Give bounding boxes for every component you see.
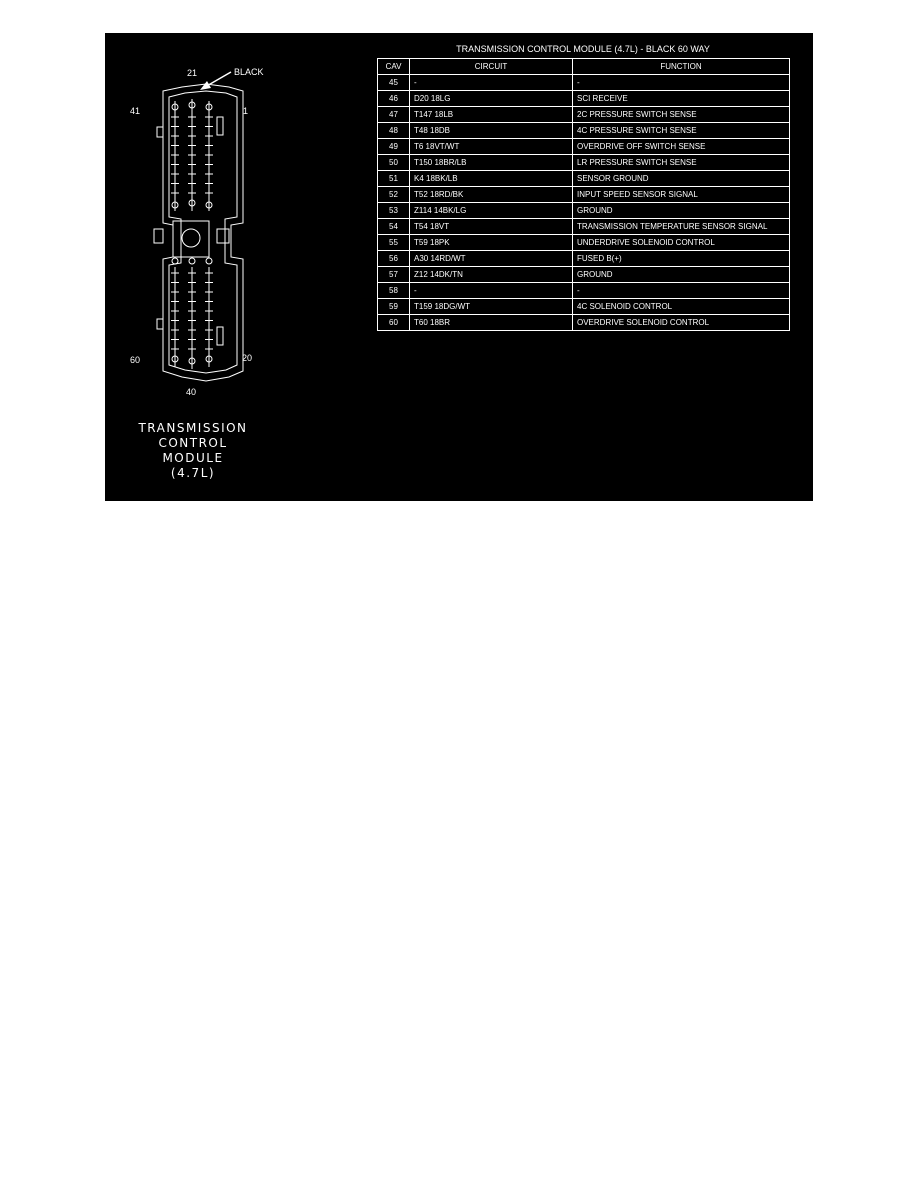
pin-number-20: 20 [242, 353, 253, 363]
table-row [378, 91, 790, 107]
cell-cav: 57 [378, 267, 410, 283]
caption-line: MODULE [162, 451, 224, 465]
table-row [378, 171, 790, 187]
cell-function: SENSOR GROUND [573, 171, 790, 187]
cell-function: SCI RECEIVE [573, 91, 790, 107]
cell-cav: 54 [378, 219, 410, 235]
cell-circuit: D20 18LG [410, 91, 573, 107]
cell-circuit: Z114 14BK/LG [410, 203, 573, 219]
pin-number-1: 1 [243, 106, 249, 116]
caption-line: TRANSMISSION [138, 421, 248, 435]
cell-circuit: Z12 14DK/TN [410, 267, 573, 283]
cell-cav: 48 [378, 123, 410, 139]
cell-cav: 47 [378, 107, 410, 123]
cell-cav: 49 [378, 139, 410, 155]
cell-cav: 59 [378, 299, 410, 315]
cell-cav: 50 [378, 155, 410, 171]
latch-tab-left-upper [157, 127, 163, 137]
cell-circuit: - [410, 75, 573, 91]
center-boss [173, 221, 209, 257]
table-row [378, 187, 790, 203]
cell-cav: 58 [378, 283, 410, 299]
cell-function: 4C PRESSURE SWITCH SENSE [573, 123, 790, 139]
cell-function: TRANSMISSION TEMPERATURE SENSOR SIGNAL [573, 219, 790, 235]
cell-cav: 52 [378, 187, 410, 203]
cell-cav: 60 [378, 315, 410, 331]
cell-circuit: T147 18LB [410, 107, 573, 123]
table-row [378, 203, 790, 219]
pin-number-60: 60 [130, 355, 141, 365]
cell-cav: 53 [378, 203, 410, 219]
connector-caption [135, 421, 251, 481]
cell-function: - [573, 75, 790, 91]
cell-function: 2C PRESSURE SWITCH SENSE [573, 107, 790, 123]
table-row [378, 123, 790, 139]
cell-function: OVERDRIVE OFF SWITCH SENSE [573, 139, 790, 155]
table-row [378, 75, 790, 91]
header-function: FUNCTION [573, 59, 790, 75]
pin-number-21: 21 [187, 68, 198, 78]
table-row [378, 155, 790, 171]
cell-function: UNDERDRIVE SOLENOID CONTROL [573, 235, 790, 251]
diagram-panel [105, 33, 813, 501]
pin-number-41: 41 [130, 106, 141, 116]
cell-circuit: T159 18DG/WT [410, 299, 573, 315]
table-row [378, 267, 790, 283]
pinout-table [377, 58, 790, 331]
table-row [378, 299, 790, 315]
cell-circuit: T48 18DB [410, 123, 573, 139]
header-circuit: CIRCUIT [410, 59, 573, 75]
table-row [378, 251, 790, 267]
latch-tab-right-mid [217, 229, 229, 243]
cell-function: - [573, 283, 790, 299]
table-row [378, 283, 790, 299]
cell-function: 4C SOLENOID CONTROL [573, 299, 790, 315]
cell-circuit: T52 18RD/BK [410, 187, 573, 203]
cell-cav: 45 [378, 75, 410, 91]
latch-tab-left-mid [154, 229, 163, 243]
center-bolt-hole [182, 229, 200, 247]
cell-function: FUSED B(+) [573, 251, 790, 267]
cell-cav: 56 [378, 251, 410, 267]
pin-number-40: 40 [186, 387, 197, 397]
cell-circuit: - [410, 283, 573, 299]
connector-inner [169, 91, 237, 373]
cell-circuit: T150 18BR/LB [410, 155, 573, 171]
cell-circuit: A30 14RD/WT [410, 251, 573, 267]
caption-line: (4.7L) [170, 466, 216, 480]
header-cav: CAV [378, 59, 410, 75]
cell-circuit: K4 18BK/LB [410, 171, 573, 187]
table-row [378, 315, 790, 331]
cell-cav: 51 [378, 171, 410, 187]
cell-function: LR PRESSURE SWITCH SENSE [573, 155, 790, 171]
cell-cav: 55 [378, 235, 410, 251]
table-title: TRANSMISSION CONTROL MODULE (4.7L) - BLACK 60 WAY [456, 44, 710, 54]
caption-line: CONTROL [158, 436, 228, 450]
cell-cav: 46 [378, 91, 410, 107]
latch-tab-left-lower [157, 319, 163, 329]
cell-circuit: T54 18VT [410, 219, 573, 235]
latch-tab-right-upper [217, 117, 223, 135]
table-header-row [378, 59, 790, 75]
cell-circuit: T6 18VT/WT [410, 139, 573, 155]
cell-function: GROUND [573, 203, 790, 219]
table-row [378, 219, 790, 235]
cell-function: GROUND [573, 267, 790, 283]
cell-circuit: T59 18PK [410, 235, 573, 251]
cell-function: INPUT SPEED SENSOR SIGNAL [573, 187, 790, 203]
table-row [378, 139, 790, 155]
cell-function: OVERDRIVE SOLENOID CONTROL [573, 315, 790, 331]
cell-circuit: T60 18BR [410, 315, 573, 331]
connector-color-label: BLACK [234, 67, 264, 77]
table-row [378, 107, 790, 123]
table-row [378, 235, 790, 251]
latch-tab-right-lower [217, 327, 223, 345]
